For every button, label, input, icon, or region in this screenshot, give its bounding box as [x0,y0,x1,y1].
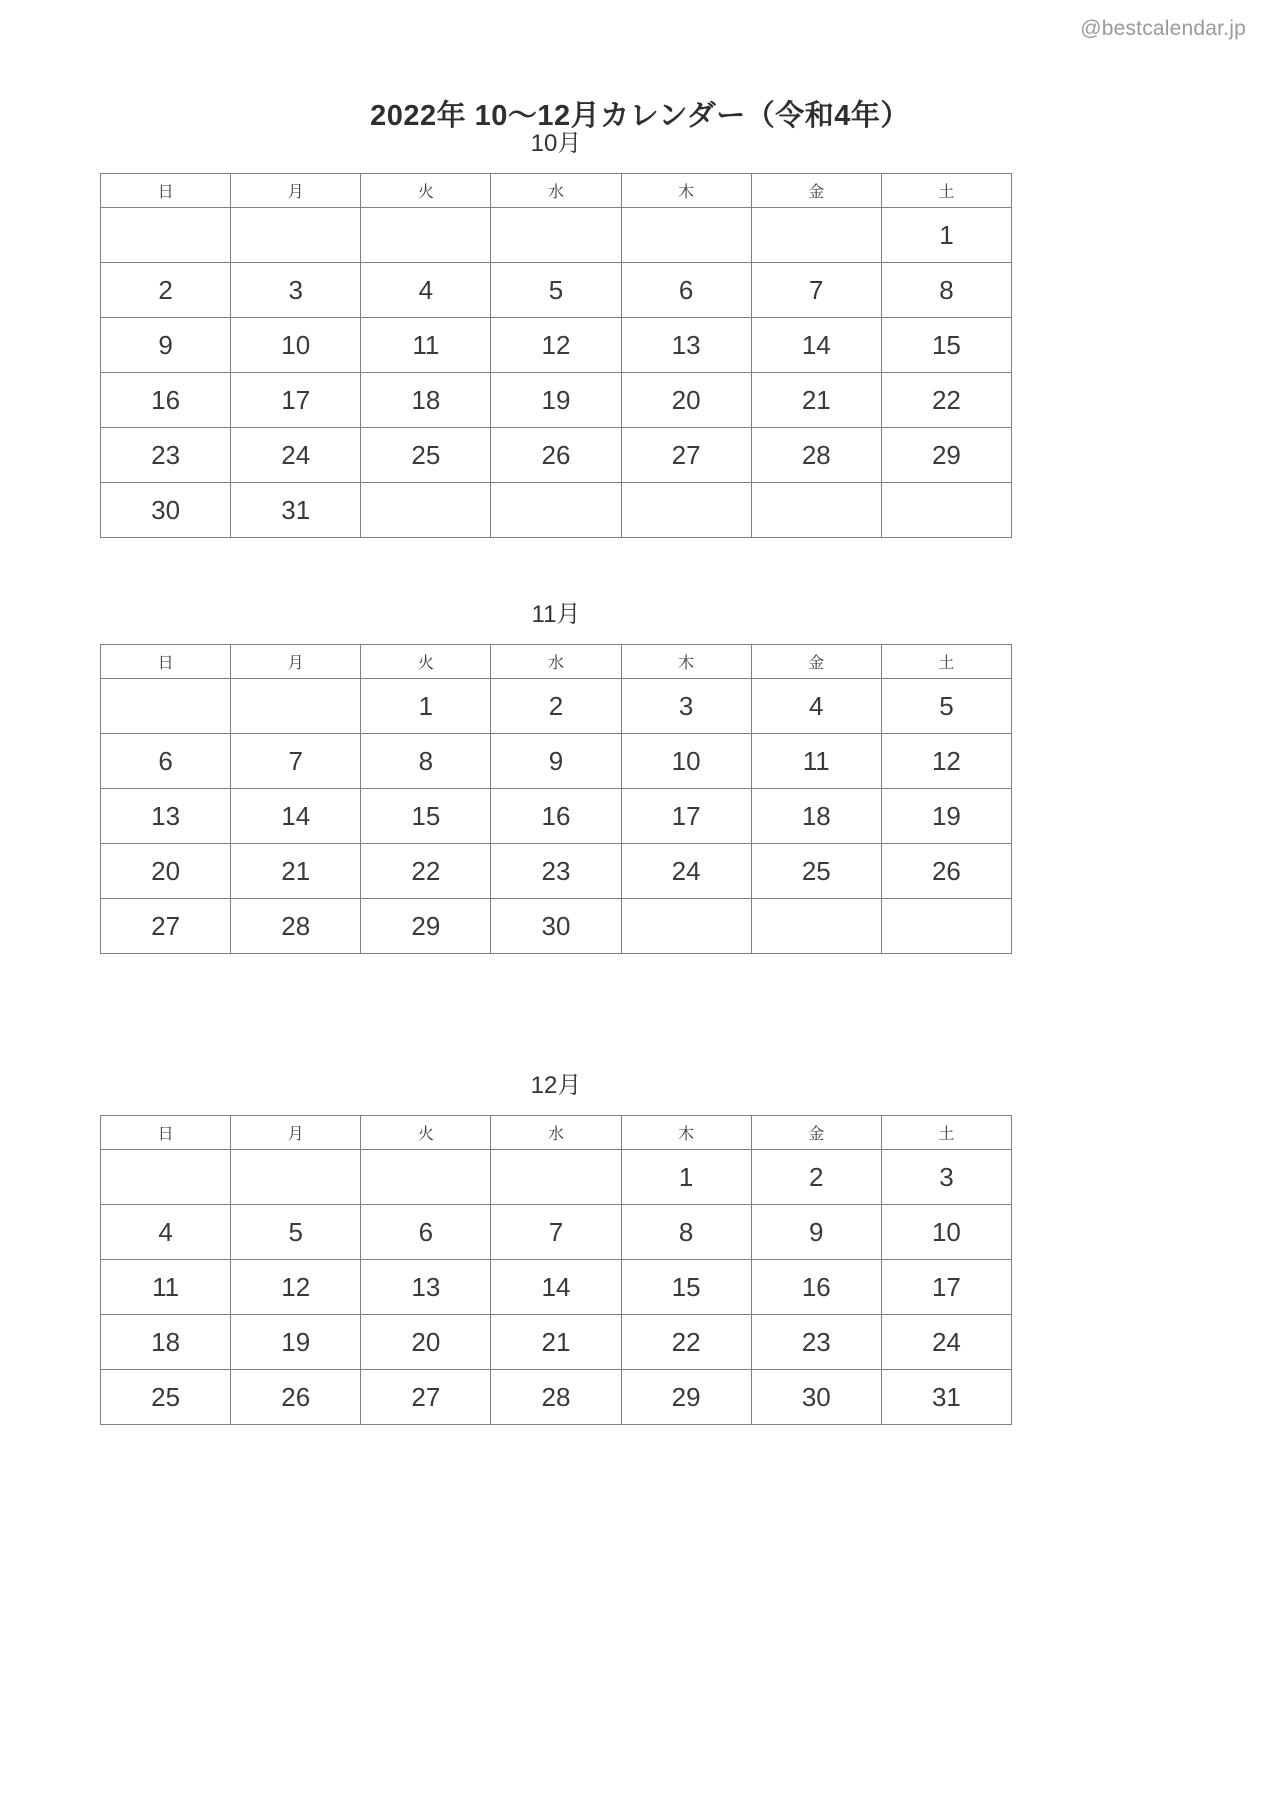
day-cell[interactable]: 12 [881,734,1011,789]
day-cell[interactable]: 30 [101,483,231,538]
day-cell[interactable]: 4 [101,1205,231,1260]
day-cell[interactable]: 9 [101,318,231,373]
day-cell[interactable]: 23 [101,428,231,483]
day-cell[interactable]: 13 [101,789,231,844]
calendar-table-december [100,1115,1012,1425]
empty-day-cell [881,483,1011,538]
weekday-header-4: 木 [621,645,751,679]
day-cell[interactable]: 16 [491,789,621,844]
empty-day-cell [881,899,1011,954]
day-cell[interactable]: 17 [231,373,361,428]
day-cell[interactable]: 1 [881,208,1011,263]
weekday-header-3: 水 [491,174,621,208]
day-cell[interactable]: 28 [751,428,881,483]
day-cell[interactable]: 28 [491,1370,621,1425]
day-cell[interactable]: 3 [881,1150,1011,1205]
week-row [101,263,1012,318]
weekday-header-0: 日 [101,174,231,208]
month-block-november [100,602,1012,954]
weekday-header-4: 木 [621,174,751,208]
day-cell[interactable]: 16 [751,1260,881,1315]
day-cell[interactable]: 4 [361,263,491,318]
week-row [101,1315,1012,1370]
day-cell[interactable]: 2 [101,263,231,318]
day-cell[interactable]: 9 [751,1205,881,1260]
empty-day-cell [231,1150,361,1205]
day-cell[interactable]: 23 [751,1315,881,1370]
empty-day-cell [361,483,491,538]
day-cell[interactable]: 5 [231,1205,361,1260]
day-cell[interactable]: 15 [621,1260,751,1315]
day-cell[interactable]: 3 [231,263,361,318]
week-row [101,373,1012,428]
site-watermark: @bestcalendar.jp [1080,17,1246,40]
empty-day-cell [751,483,881,538]
day-cell[interactable]: 18 [361,373,491,428]
day-cell[interactable]: 8 [881,263,1011,318]
day-cell[interactable]: 13 [361,1260,491,1315]
day-cell[interactable]: 29 [621,1370,751,1425]
empty-day-cell [101,1150,231,1205]
empty-day-cell [361,208,491,263]
empty-day-cell [101,679,231,734]
day-cell[interactable]: 28 [231,899,361,954]
weekday-header-2: 火 [361,645,491,679]
weekday-header-0: 日 [101,1116,231,1150]
day-cell[interactable]: 7 [491,1205,621,1260]
day-cell[interactable]: 13 [621,318,751,373]
week-row [101,734,1012,789]
day-cell[interactable]: 21 [491,1315,621,1370]
weekday-header-6: 土 [881,1116,1011,1150]
day-cell[interactable]: 2 [751,1150,881,1205]
day-cell[interactable]: 12 [231,1260,361,1315]
day-cell[interactable]: 12 [491,318,621,373]
weekday-header-4: 木 [621,1116,751,1150]
day-cell[interactable]: 1 [361,679,491,734]
day-cell[interactable]: 19 [881,789,1011,844]
day-cell[interactable]: 3 [621,679,751,734]
day-cell[interactable]: 7 [751,263,881,318]
day-cell[interactable]: 26 [491,428,621,483]
empty-day-cell [751,208,881,263]
day-cell[interactable]: 14 [231,789,361,844]
empty-day-cell [491,1150,621,1205]
empty-day-cell [491,208,621,263]
week-row [101,1370,1012,1425]
day-cell[interactable]: 22 [881,373,1011,428]
day-cell[interactable]: 31 [881,1370,1011,1425]
weekday-header-1: 月 [231,1116,361,1150]
day-cell[interactable]: 26 [881,844,1011,899]
weekday-header-3: 水 [491,1116,621,1150]
day-cell[interactable]: 11 [751,734,881,789]
empty-day-cell [621,483,751,538]
weekday-header-6: 土 [881,645,1011,679]
day-cell[interactable]: 27 [621,428,751,483]
day-cell[interactable]: 8 [621,1205,751,1260]
day-cell[interactable]: 11 [361,318,491,373]
empty-day-cell [101,208,231,263]
weekday-header-row [101,174,1012,208]
day-cell[interactable]: 29 [881,428,1011,483]
week-row [101,789,1012,844]
empty-day-cell [621,899,751,954]
day-cell[interactable]: 16 [101,373,231,428]
week-row [101,428,1012,483]
weekday-header-1: 月 [231,645,361,679]
week-row [101,318,1012,373]
day-cell[interactable]: 19 [491,373,621,428]
weekday-header-row [101,1116,1012,1150]
table-header-row [101,645,1012,679]
day-cell[interactable]: 31 [231,483,361,538]
day-cell[interactable]: 5 [491,263,621,318]
empty-day-cell [491,483,621,538]
weekday-header-5: 金 [751,645,881,679]
empty-day-cell [361,1150,491,1205]
empty-day-cell [231,679,361,734]
day-cell[interactable]: 25 [361,428,491,483]
day-cell[interactable]: 27 [101,899,231,954]
week-row [101,208,1012,263]
day-cell[interactable]: 23 [491,844,621,899]
day-cell[interactable]: 24 [621,844,751,899]
day-cell[interactable]: 20 [101,844,231,899]
day-cell[interactable]: 18 [101,1315,231,1370]
calendar-table-october [100,173,1012,538]
weekday-header-0: 日 [101,645,231,679]
day-cell[interactable]: 10 [231,318,361,373]
month-label: 11月 [531,601,581,628]
day-cell[interactable]: 9 [491,734,621,789]
calendar-table-november [100,644,1012,954]
day-cell[interactable]: 7 [231,734,361,789]
day-cell[interactable]: 17 [621,789,751,844]
weekday-header-5: 金 [751,1116,881,1150]
day-cell[interactable]: 14 [491,1260,621,1315]
week-row [101,844,1012,899]
day-cell[interactable]: 20 [621,373,751,428]
day-cell[interactable]: 15 [881,318,1011,373]
table-header-row [101,174,1012,208]
empty-day-cell [751,899,881,954]
day-cell[interactable]: 10 [881,1205,1011,1260]
empty-day-cell [621,208,751,263]
day-cell[interactable]: 21 [751,373,881,428]
week-row [101,1150,1012,1205]
weekday-header-3: 水 [491,645,621,679]
weekday-header-2: 火 [361,174,491,208]
weekday-header-6: 土 [881,174,1011,208]
day-cell[interactable]: 11 [101,1260,231,1315]
day-cell[interactable]: 6 [101,734,231,789]
day-cell[interactable]: 2 [491,679,621,734]
weekday-header-row [101,645,1012,679]
day-cell[interactable]: 25 [101,1370,231,1425]
empty-day-cell [231,208,361,263]
day-cell[interactable]: 25 [751,844,881,899]
day-cell[interactable]: 30 [491,899,621,954]
day-cell[interactable]: 6 [621,263,751,318]
day-cell[interactable]: 22 [361,844,491,899]
week-row [101,483,1012,538]
calendar-body [101,679,1012,954]
weekday-header-2: 火 [361,1116,491,1150]
day-cell[interactable]: 19 [231,1315,361,1370]
day-cell[interactable]: 5 [881,679,1011,734]
week-row [101,679,1012,734]
day-cell[interactable]: 17 [881,1260,1011,1315]
day-cell[interactable]: 4 [751,679,881,734]
calendar-body [101,208,1012,538]
day-cell[interactable]: 22 [621,1315,751,1370]
month-label: 10月 [530,130,582,157]
day-cell[interactable]: 1 [621,1150,751,1205]
table-header-row [101,1116,1012,1150]
month-block-december [100,1073,1012,1425]
week-row [101,1205,1012,1260]
weekday-header-1: 月 [231,174,361,208]
page-title: 2022年 10〜12月カレンダー（令和4年） [370,100,910,133]
day-cell[interactable]: 26 [231,1370,361,1425]
day-cell[interactable]: 24 [231,428,361,483]
day-cell[interactable]: 24 [881,1315,1011,1370]
week-row [101,899,1012,954]
month-label: 12月 [530,1072,582,1099]
weekday-header-5: 金 [751,174,881,208]
day-cell[interactable]: 30 [751,1370,881,1425]
day-cell[interactable]: 21 [231,844,361,899]
day-cell[interactable]: 14 [751,318,881,373]
day-cell[interactable]: 27 [361,1370,491,1425]
day-cell[interactable]: 10 [621,734,751,789]
day-cell[interactable]: 20 [361,1315,491,1370]
day-cell[interactable]: 6 [361,1205,491,1260]
calendar-body [101,1150,1012,1425]
week-row [101,1260,1012,1315]
day-cell[interactable]: 18 [751,789,881,844]
month-block-october [100,131,1012,538]
day-cell[interactable]: 29 [361,899,491,954]
day-cell[interactable]: 15 [361,789,491,844]
day-cell[interactable]: 8 [361,734,491,789]
